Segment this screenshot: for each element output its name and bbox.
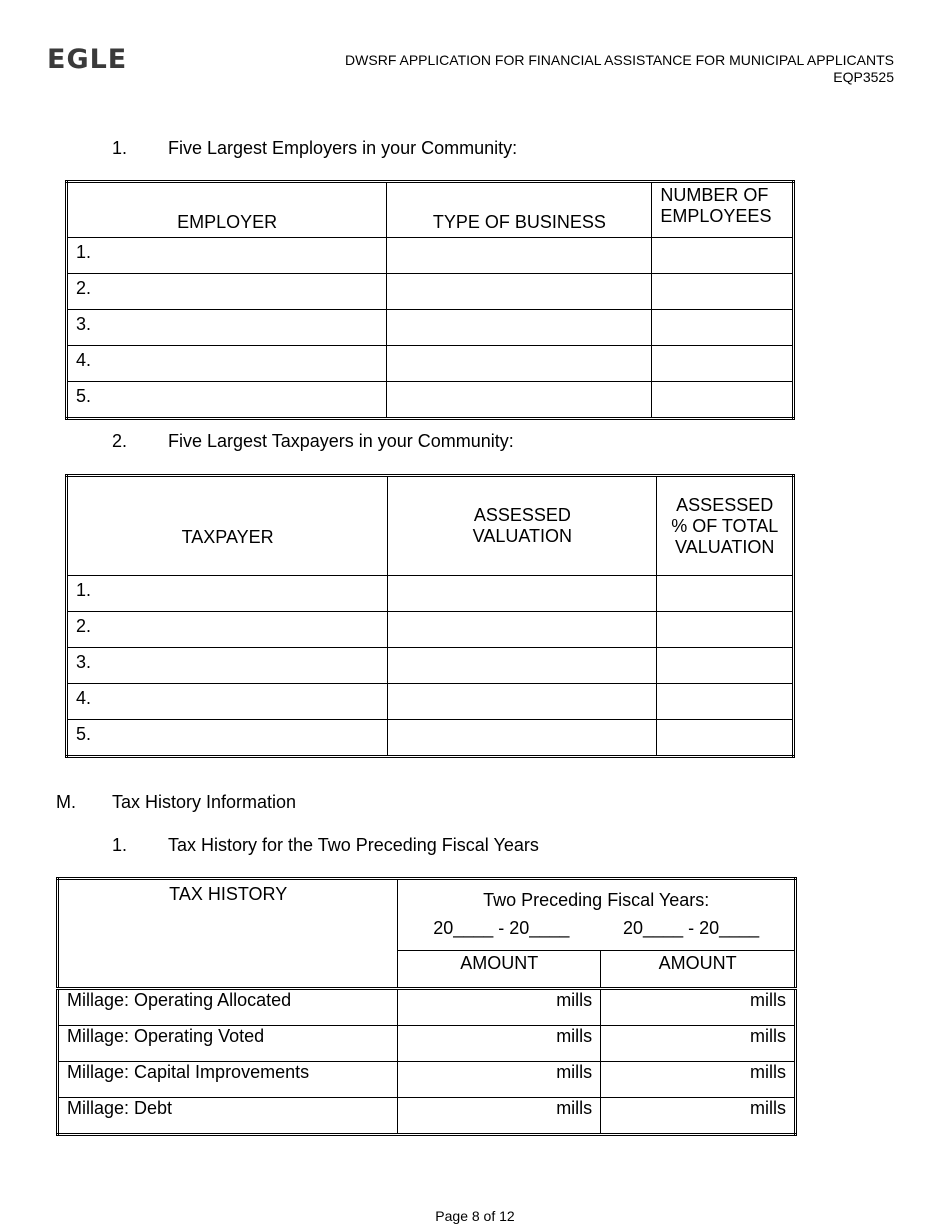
valuation-cell-5[interactable] xyxy=(388,720,657,757)
mills-cell-year2[interactable]: mills xyxy=(601,989,796,1026)
mills-cell-year2[interactable]: mills xyxy=(601,1098,796,1135)
employees-cell-1[interactable] xyxy=(652,238,794,274)
tax-history-table xyxy=(56,877,797,1136)
page-number: Page 8 of 12 xyxy=(435,1208,515,1224)
millage-row-label: Millage: Operating Allocated xyxy=(58,989,398,1026)
millage-row-label: Millage: Debt xyxy=(58,1098,398,1135)
form-number: EQP3525 xyxy=(833,69,894,85)
employees-cell-3[interactable] xyxy=(652,310,794,346)
business-cell-2[interactable] xyxy=(387,274,652,310)
business-cell-3[interactable] xyxy=(387,310,652,346)
employer-row-3[interactable]: 3. xyxy=(67,310,387,346)
taxpayer-row-3[interactable]: 3. xyxy=(67,648,388,684)
col-two-preceding-years: Two Preceding Fiscal Years: 20____ - 20____ 20____ - 20____ xyxy=(398,879,796,951)
taxpayer-row-5[interactable]: 5. xyxy=(67,720,388,757)
egle-logo: EGLE xyxy=(47,44,128,75)
col-amount-1: AMOUNT xyxy=(398,951,601,989)
year-range-2[interactable]: 20____ - 20____ xyxy=(623,918,760,938)
year-range-1[interactable]: 20____ - 20____ xyxy=(433,918,570,938)
percent-cell-3[interactable] xyxy=(657,648,794,684)
taxpayer-row-2[interactable]: 2. xyxy=(67,612,388,648)
taxpayers-heading: 2. Five Largest Taxpayers in your Community: xyxy=(112,431,514,451)
mills-cell-year1[interactable]: mills xyxy=(398,1026,601,1062)
employees-cell-2[interactable] xyxy=(652,274,794,310)
employer-row-2[interactable]: 2. xyxy=(67,274,387,310)
employees-cell-4[interactable] xyxy=(652,346,794,382)
millage-row-label: Millage: Operating Voted xyxy=(58,1026,398,1062)
taxpayer-row-4[interactable]: 4. xyxy=(67,684,388,720)
employees-cell-5[interactable] xyxy=(652,382,794,419)
col-assessed-valuation: ASSESSED VALUATION xyxy=(388,476,657,576)
percent-cell-1[interactable] xyxy=(657,576,794,612)
col-taxpayer: TAXPAYER xyxy=(67,476,388,576)
business-cell-5[interactable] xyxy=(387,382,652,419)
mills-cell-year1[interactable]: mills xyxy=(398,1062,601,1098)
millage-row-label: Millage: Capital Improvements xyxy=(58,1062,398,1098)
percent-cell-2[interactable] xyxy=(657,612,794,648)
business-cell-4[interactable] xyxy=(387,346,652,382)
col-assessed-percent: ASSESSED % OF TOTAL VALUATION xyxy=(657,476,794,576)
form-title: DWSRF APPLICATION FOR FINANCIAL ASSISTANCE FOR MUNICIPAL APPLICANTS xyxy=(345,52,894,68)
col-amount-2: AMOUNT xyxy=(601,951,796,989)
percent-cell-4[interactable] xyxy=(657,684,794,720)
mills-cell-year1[interactable]: mills xyxy=(398,989,601,1026)
employers-table xyxy=(65,180,795,420)
col-employer: EMPLOYER xyxy=(67,182,387,238)
mills-cell-year2[interactable]: mills xyxy=(601,1062,796,1098)
taxpayer-row-1[interactable]: 1. xyxy=(67,576,388,612)
col-tax-history: TAX HISTORY xyxy=(58,879,398,989)
section-m-heading: M. Tax History Information xyxy=(56,792,297,812)
employer-row-5[interactable]: 5. xyxy=(67,382,387,419)
employer-row-1[interactable]: 1. xyxy=(67,238,387,274)
mills-cell-year2[interactable]: mills xyxy=(601,1026,796,1062)
document-header xyxy=(345,52,894,86)
taxpayers-table xyxy=(65,474,795,758)
valuation-cell-3[interactable] xyxy=(388,648,657,684)
valuation-cell-1[interactable] xyxy=(388,576,657,612)
employer-row-4[interactable]: 4. xyxy=(67,346,387,382)
mills-cell-year1[interactable]: mills xyxy=(398,1098,601,1135)
valuation-cell-4[interactable] xyxy=(388,684,657,720)
business-cell-1[interactable] xyxy=(387,238,652,274)
valuation-cell-2[interactable] xyxy=(388,612,657,648)
percent-cell-5[interactable] xyxy=(657,720,794,757)
col-type-of-business: TYPE OF BUSINESS xyxy=(387,182,652,238)
employers-heading: 1. Five Largest Employers in your Community: xyxy=(112,138,518,158)
col-number-of-employees: NUMBER OF EMPLOYEES xyxy=(652,182,794,238)
tax-history-subheading: 1. Tax History for the Two Preceding Fiscal Years xyxy=(112,835,539,855)
